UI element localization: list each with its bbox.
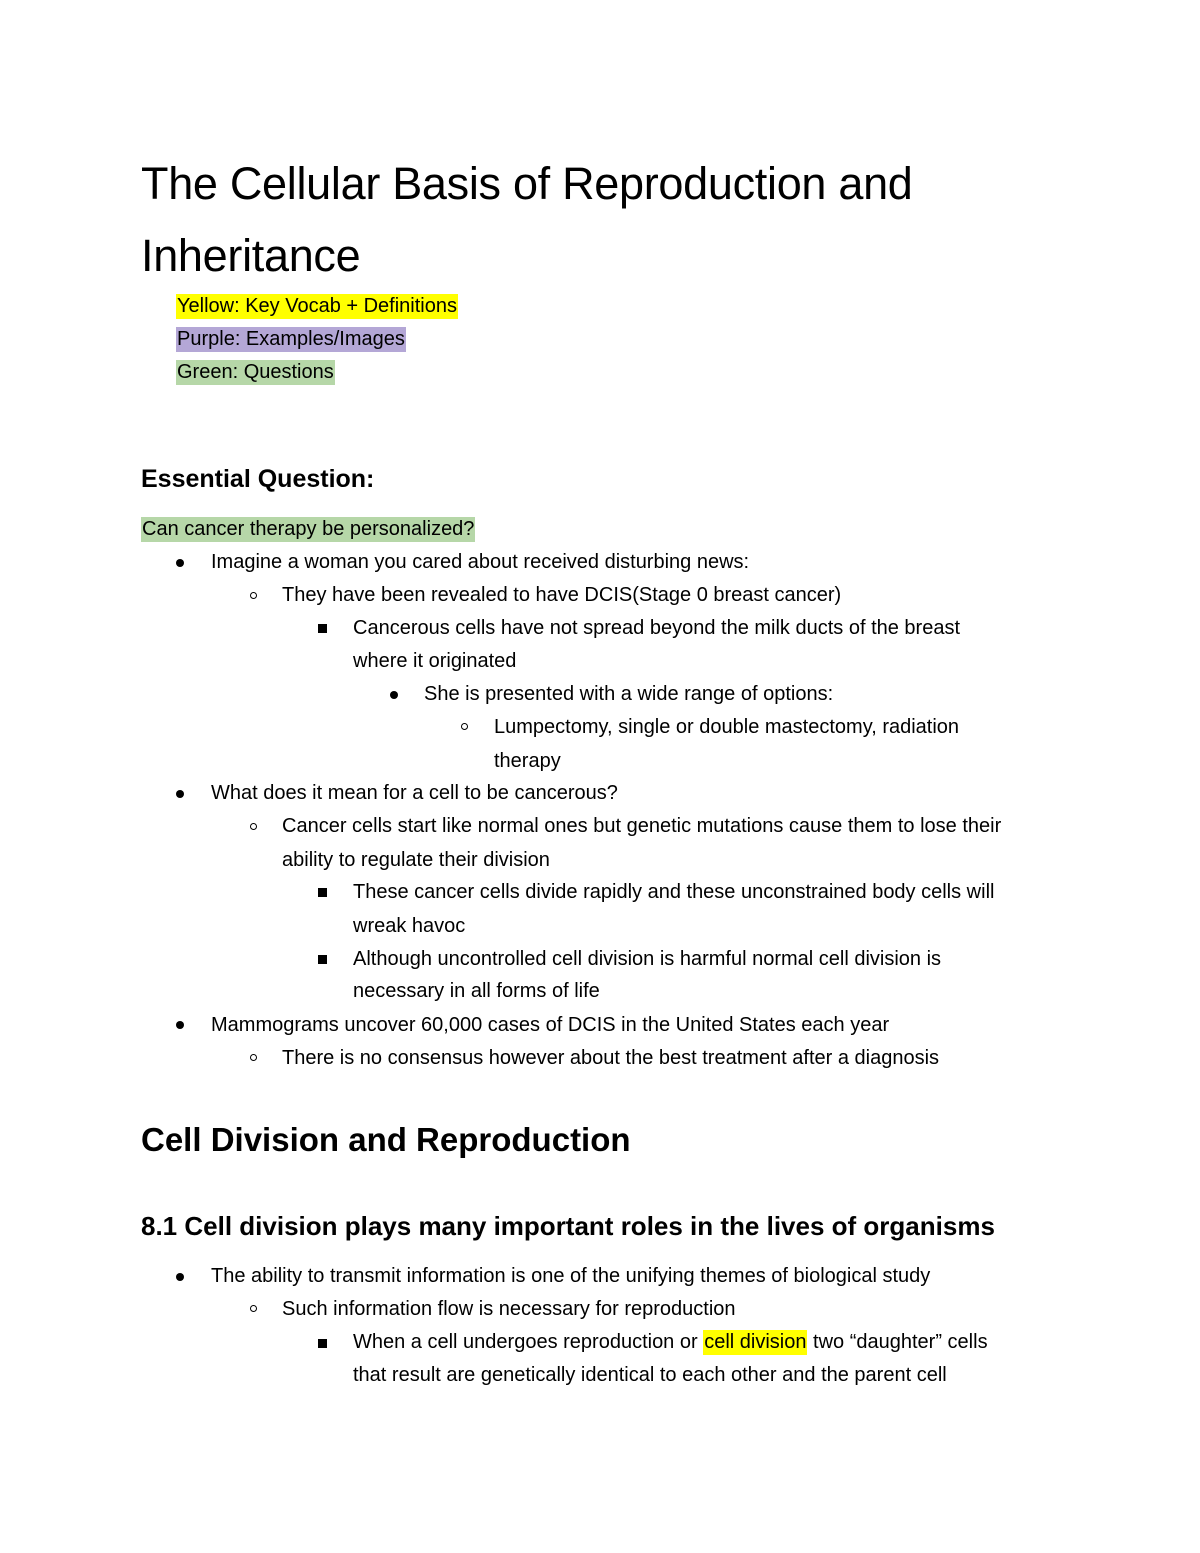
bullet-square-icon: [318, 955, 327, 964]
list-item: Although uncontrolled cell division is harmful normal cell division is: [353, 948, 942, 970]
bullet-circle-icon: [461, 723, 468, 730]
section-heading: Cell Division and Reproduction: [141, 1121, 631, 1158]
bullet-circle-icon: [250, 1305, 257, 1312]
bullet-square-icon: [318, 624, 327, 633]
list-item-continuation: that result are genetically identical to each other and the parent cell: [353, 1364, 947, 1386]
list-item: [353, 1329, 988, 1355]
list-item: Such information flow is necessary for reproduction: [282, 1298, 736, 1320]
list-item: There is no consensus however about the best treatment after a diagnosis: [282, 1047, 940, 1069]
list-item-continuation: therapy: [494, 750, 561, 772]
list-item-continuation: where it originated: [353, 650, 517, 672]
subsection-heading: 8.1 Cell division plays many important roles in the lives of organisms: [141, 1211, 995, 1241]
essential-question-heading: Essential Question:: [141, 465, 375, 493]
legend-yellow: Yellow: Key Vocab + Definitions: [177, 295, 457, 317]
list-item: The ability to transmit information is one of the unifying themes of biological study: [211, 1265, 931, 1287]
bullet-dot-icon: [176, 559, 184, 567]
bullet-dot-icon: [176, 790, 184, 798]
list-item: Mammograms uncover 60,000 cases of DCIS in the United States each year: [211, 1014, 890, 1036]
list-item-continuation: wreak havoc: [353, 915, 466, 937]
bullet-circle-icon: [250, 1054, 257, 1061]
legend-green: Green: Questions: [177, 361, 334, 383]
bullet-circle-icon: [250, 592, 257, 599]
bullet-square-icon: [318, 888, 327, 897]
bullet-dot-icon: [176, 1021, 184, 1029]
list-item-text: When a cell undergoes reproduction or: [353, 1331, 704, 1353]
list-item-text: two “daughter” cells: [807, 1331, 988, 1353]
list-item: Cancerous cells have not spread beyond the milk ducts of the breast: [353, 617, 961, 639]
list-item-continuation: necessary in all forms of life: [353, 980, 600, 1002]
list-item: She is presented with a wide range of options:: [424, 683, 834, 705]
bullet-square-icon: [318, 1339, 327, 1348]
bullet-dot-icon: [390, 691, 398, 699]
essential-question: Can cancer therapy be personalized?: [142, 518, 475, 540]
list-item: These cancer cells divide rapidly and these unconstrained body cells will: [353, 881, 995, 903]
list-item: Lumpectomy, single or double mastectomy, radiation: [494, 716, 960, 738]
list-item: Imagine a woman you cared about received disturbing news:: [211, 551, 750, 573]
page-title: The Cellular Basis of Reproduction and Inheritance: [141, 158, 913, 281]
list-item: Cancer cells start like normal ones but genetic mutations cause them to lose their: [282, 815, 1002, 837]
legend-purple: Purple: Examples/Images: [177, 328, 405, 350]
list-item-continuation: ability to regulate their division: [282, 849, 550, 871]
list-item: What does it mean for a cell to be cancerous?: [211, 782, 618, 804]
bullet-circle-icon: [250, 823, 257, 830]
bullet-dot-icon: [176, 1273, 184, 1281]
vocab-highlight: cell division: [704, 1331, 807, 1353]
list-item: They have been revealed to have DCIS(Stage 0 breast cancer): [282, 584, 842, 606]
